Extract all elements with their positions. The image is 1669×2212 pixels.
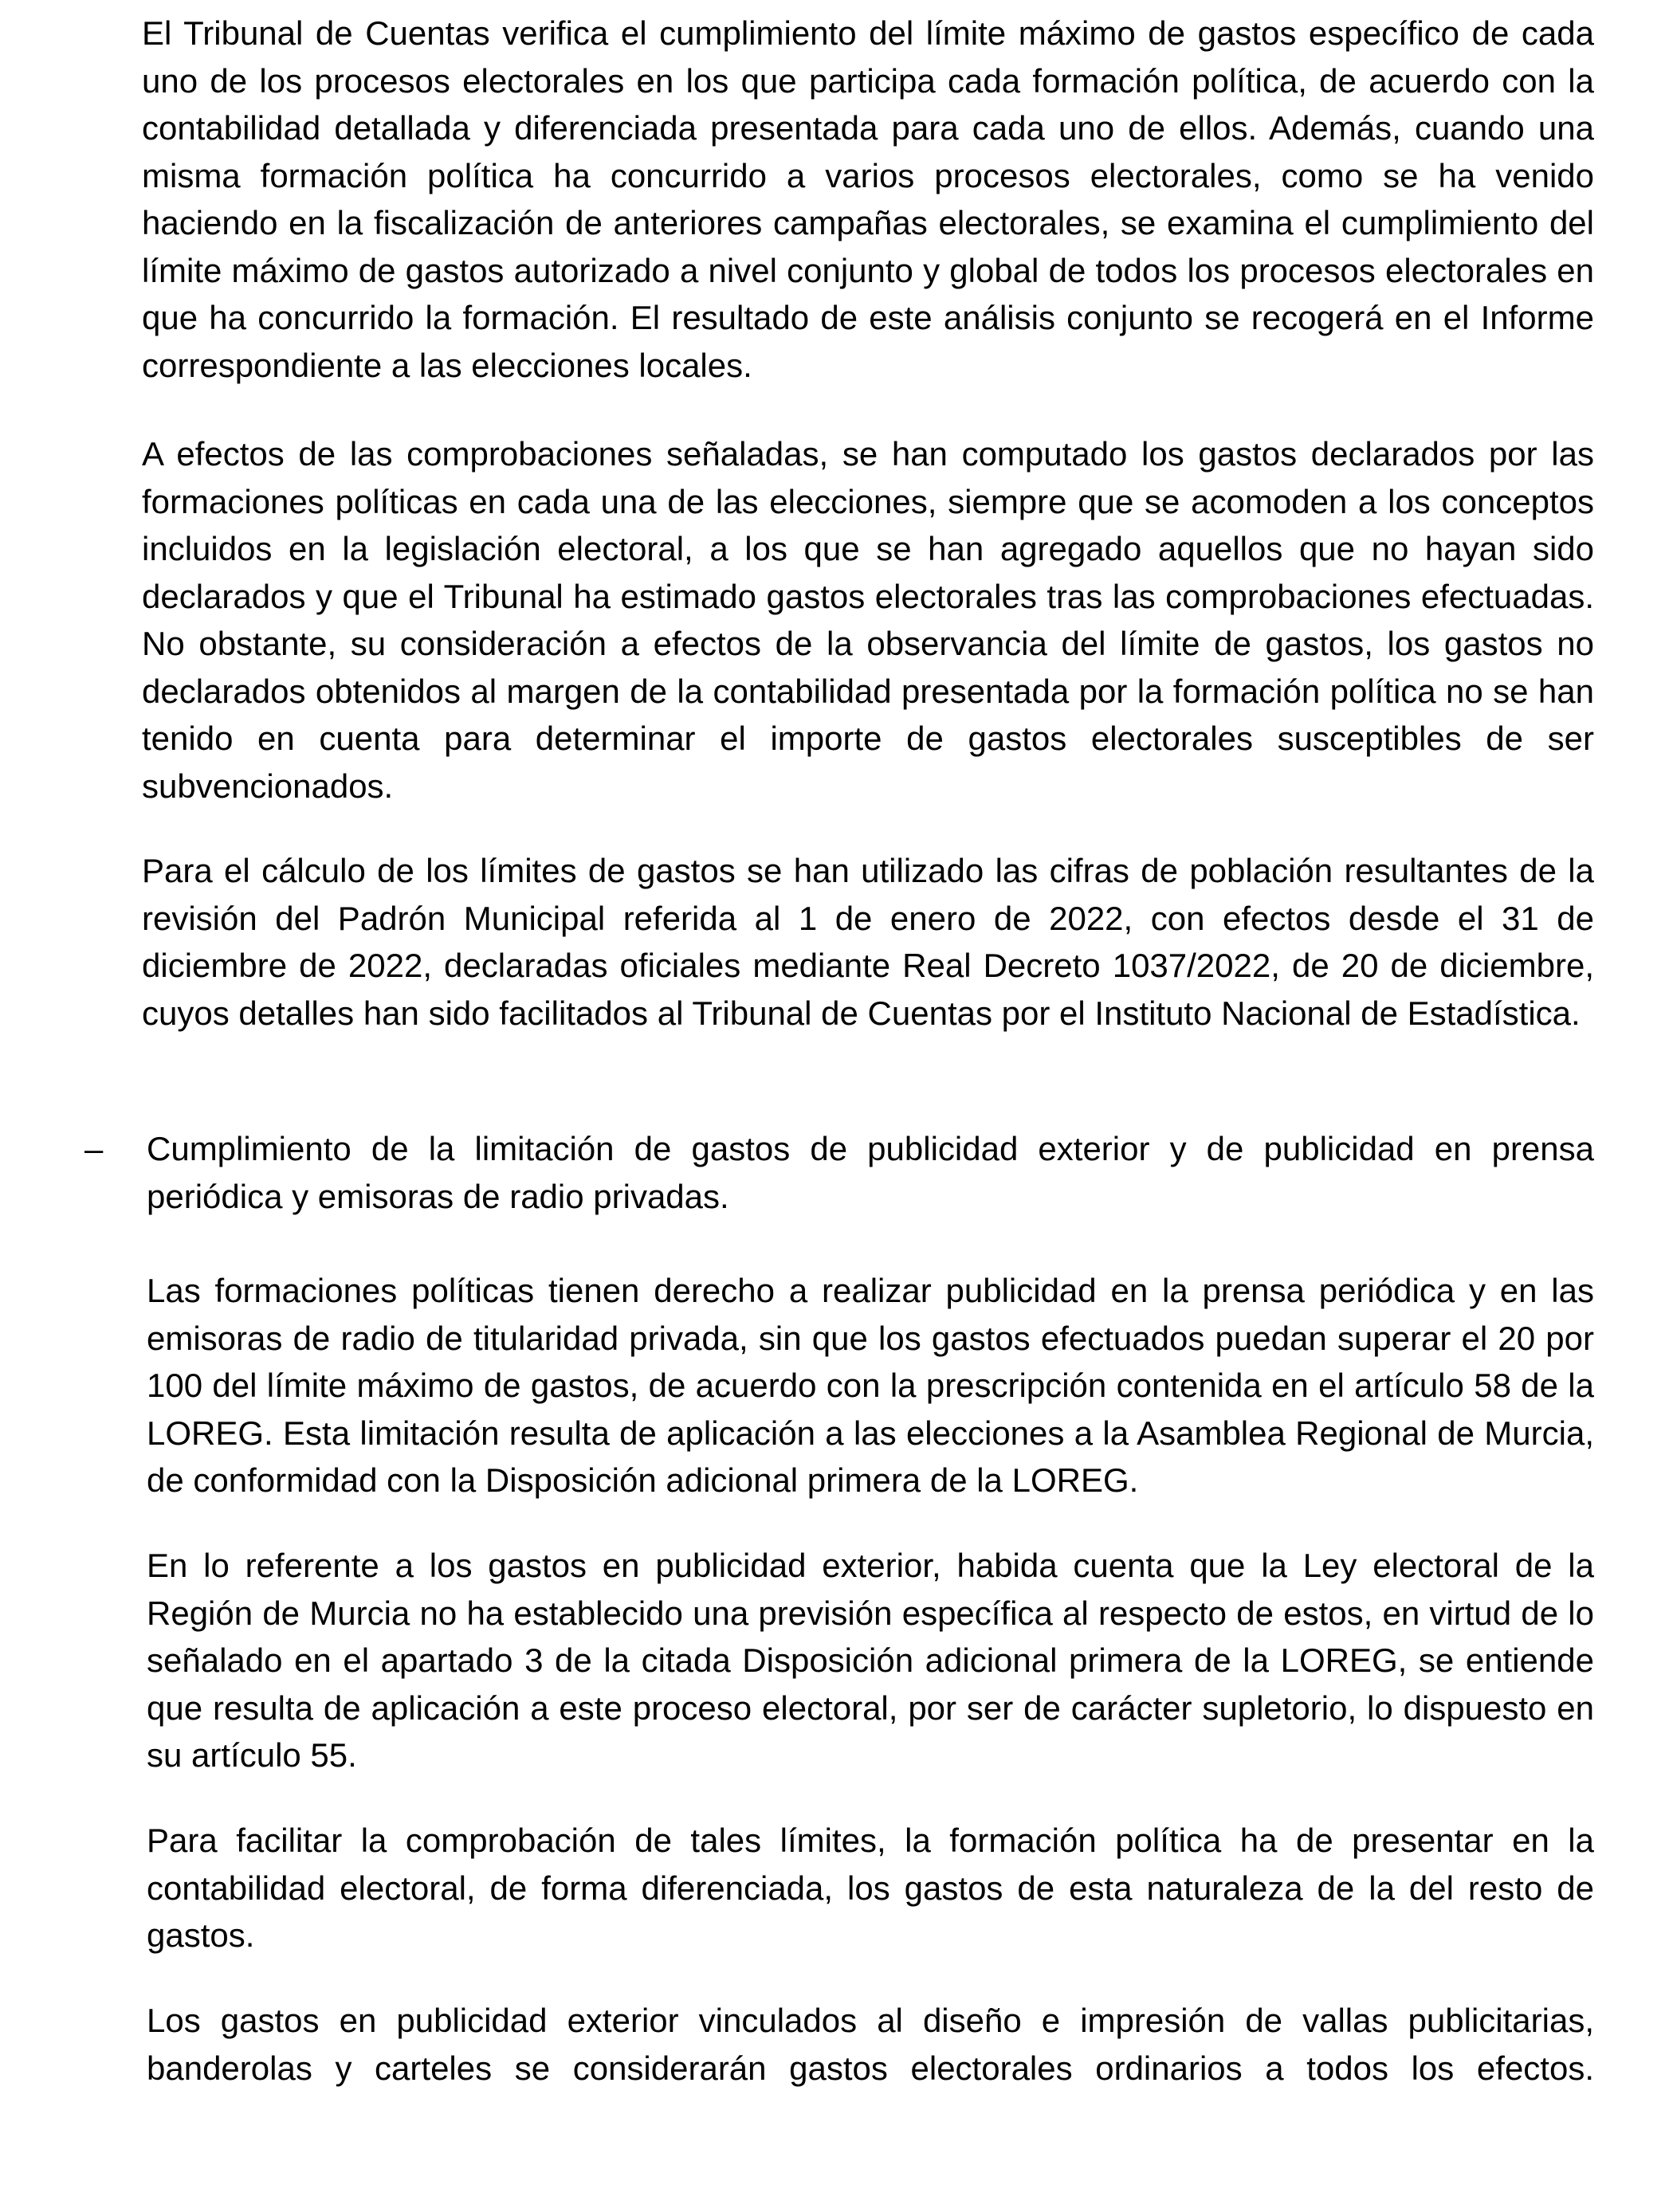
bullet-dash-marker: – bbox=[84, 1130, 104, 1167]
paragraph-accounting-presentation: Para facilitar la comprobación de tales límites, la formación política ha de presentar en la contabilidad electoral, de forma diferenciada, los gastos de esta naturaleza de la del resto de gastos. bbox=[147, 1822, 1594, 1954]
bullet-heading-advertising-limits: Cumplimiento de la limitación de gastos de publicidad exterior y de publicidad en prensa periódica y emisoras de radio privadas. bbox=[147, 1130, 1594, 1215]
paragraph-population-figures: Para el cálculo de los límites de gastos se han utilizado las cifras de población resultantes de la revisión del Padrón Municipal referida al 1 de enero de 2022, con efectos desde el 31 de diciembre de 2022, declaradas oficiales mediante Real Decreto 1037/2022, de 20 de diciembre, cuyos detalles han sido facilitados al Tribunal de Cuentas por el Instituto Nacional de Estadística. bbox=[142, 852, 1594, 1032]
paragraph-press-radio-advertising: Las formaciones políticas tienen derecho a realizar publicidad en la prensa periódica y en las emisoras de radio de titularidad privada, sin que los gastos efectuados puedan superar el 20 por 100 del límite máximo de gastos, de acuerdo con la prescripción contenida en el artículo 58 de la LOREG. Esta limitación resulta de aplicación a las elecciones a la Asamblea Regional de Murcia, de conformidad con la Disposición adicional primera de la LOREG. bbox=[147, 1272, 1594, 1499]
paragraph-outdoor-advertising: En lo referente a los gastos en publicidad exterior, habida cuenta que la Ley electoral de la Región de Murcia no ha establecido una previsión específica al respecto de estos, en virtud de lo señalado en el apartado 3 de la citada Disposición adicional primera de la LOREG, se entiende que resulta de aplicación a este proceso electoral, por ser de carácter supletorio, lo dispuesto en su artículo 55. bbox=[147, 1547, 1594, 1774]
paragraph-declared-expenses-computation: A efectos de las comprobaciones señaladas, se han computado los gastos declarados por las formaciones políticas en cada una de las elecciones, siempre que se acomoden a los conceptos incluidos en la legislación electoral, a los que se han agregado aquellos que no hayan sido declarados y que el Tribunal ha estimado gastos electorales tras las comprobaciones efectuadas. No obstante, su consideración a efectos de la observancia del límite de gastos, los gastos no declarados obtenidos al margen de la contabilidad presentada por la formación política no se han tenido en cuenta para determinar el importe de gastos electorales susceptibles de ser subvencionados. bbox=[142, 435, 1594, 805]
paragraph-billboards-ordinary-expenses: Los gastos en publicidad exterior vinculados al diseño e impresión de vallas publicitarias, banderolas y carteles se considerarán gastos electorales ordinarios a todos los efectos. bbox=[147, 2002, 1594, 2087]
paragraph-expense-limit-verification: El Tribunal de Cuentas verifica el cumplimiento del límite máximo de gastos específico de cada uno de los procesos electorales en los que participa cada formación política, de acuerdo con la contabilidad detallada y diferenciada presentada para cada uno de ellos. Además, cuando una misma formación política ha concurrido a varios procesos electorales, como se ha venido haciendo en la fiscalización de anteriores campañas electorales, se examina el cumplimiento del límite máximo de gastos autorizado a nivel conjunto y global de todos los procesos electorales en que ha concurrido la formación. El resultado de este análisis conjunto se recogerá en el Informe correspondiente a las elecciones locales. bbox=[142, 14, 1594, 384]
